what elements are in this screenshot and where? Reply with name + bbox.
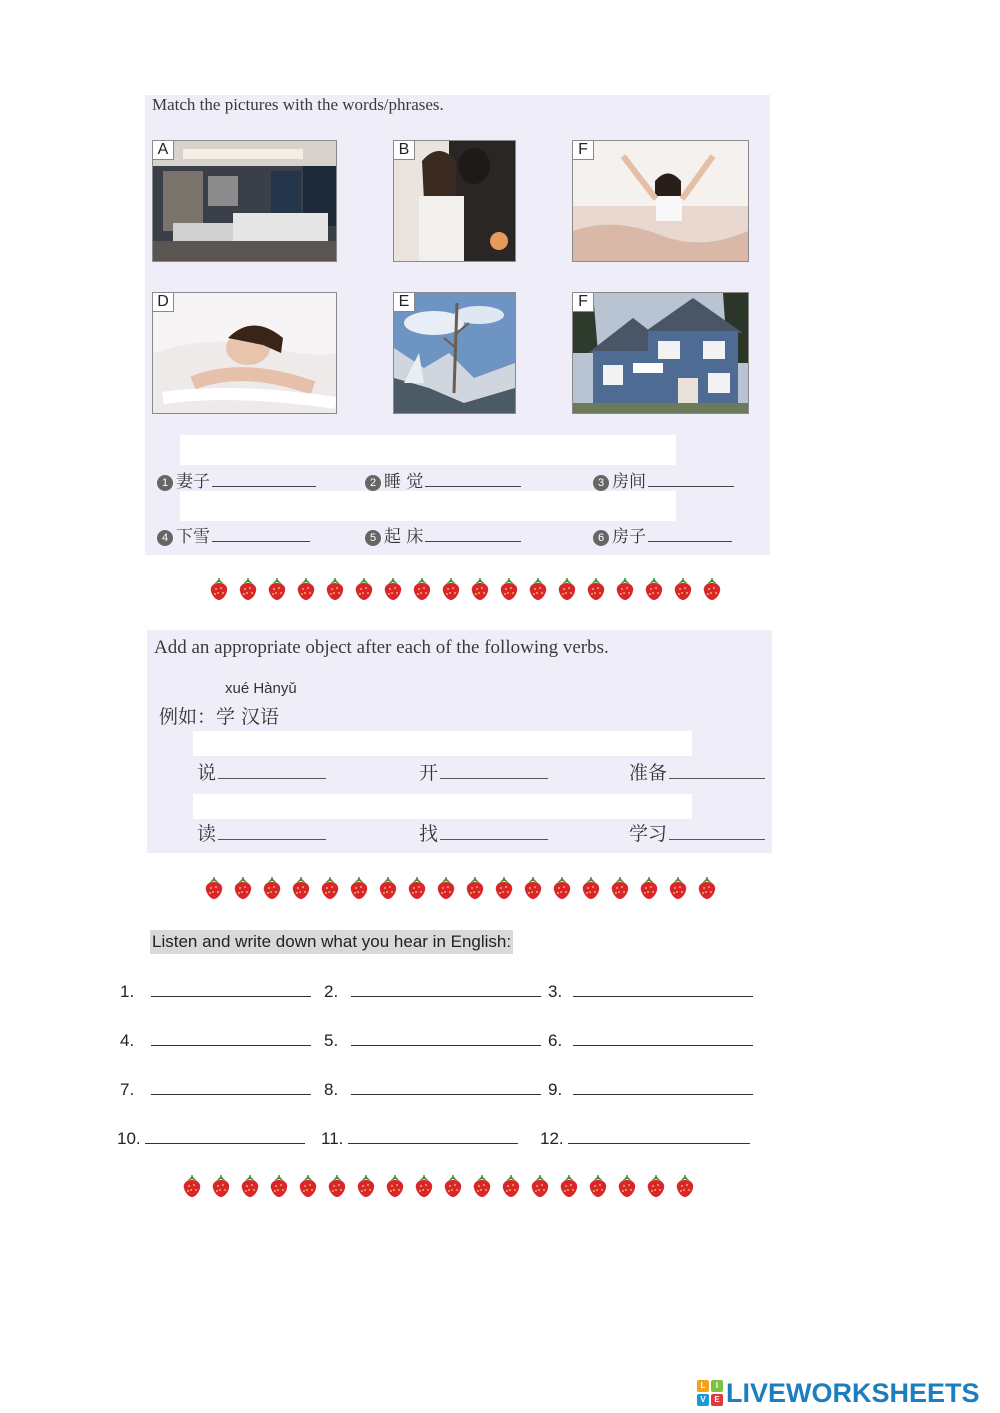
strawberry-icon bbox=[384, 1174, 406, 1198]
answer-blank-2[interactable] bbox=[351, 982, 541, 997]
strawberry-icon bbox=[239, 1174, 261, 1198]
number-badge: 1 bbox=[157, 475, 173, 491]
strawberry-icon bbox=[268, 1174, 290, 1198]
strawberry-icon bbox=[674, 1174, 696, 1198]
item-number: 9. bbox=[548, 1080, 563, 1099]
strawberry-icon bbox=[181, 1174, 203, 1198]
verbs-panel bbox=[147, 630, 772, 853]
blank-line bbox=[218, 825, 326, 840]
strawberry-icon bbox=[645, 1174, 667, 1198]
verb-text: 学习 bbox=[629, 823, 668, 845]
verb-text: 说 bbox=[197, 762, 217, 784]
strawberry-icon bbox=[609, 876, 631, 900]
picture-letter: F bbox=[573, 141, 594, 160]
strawberry-icon bbox=[616, 1174, 638, 1198]
item-number: 8. bbox=[324, 1080, 339, 1099]
strawberry-divider-2 bbox=[203, 876, 718, 900]
strawberry-icon bbox=[471, 1174, 493, 1198]
strawberry-icon bbox=[261, 876, 283, 900]
answer-blank-10[interactable] bbox=[145, 1129, 305, 1144]
item-number: 2. bbox=[324, 982, 339, 1001]
listening-item-12 bbox=[540, 1129, 750, 1149]
example-pinyin: xué Hànyǔ bbox=[225, 680, 297, 697]
verbs-instruction: Add an appropriate object after each of the following verbs. bbox=[154, 637, 609, 658]
strawberry-icon bbox=[237, 577, 259, 601]
strawberry-icon bbox=[643, 577, 665, 601]
listening-item-4 bbox=[120, 1031, 311, 1051]
word-2 bbox=[365, 467, 521, 492]
word-5 bbox=[365, 522, 521, 547]
item-number: 10. bbox=[117, 1129, 141, 1148]
matching-instruction: Match the pictures with the words/phrases. bbox=[152, 95, 444, 114]
logo-mark-letter: L bbox=[697, 1380, 709, 1392]
blank-line bbox=[648, 472, 734, 487]
verb-answer-row-1[interactable] bbox=[193, 731, 692, 756]
word-1 bbox=[157, 467, 316, 492]
picture-letter: F bbox=[573, 293, 594, 312]
answer-blank-1[interactable] bbox=[151, 982, 311, 997]
answer-blank-11[interactable] bbox=[348, 1129, 518, 1144]
strawberry-icon bbox=[353, 577, 375, 601]
picture-f-top bbox=[572, 140, 749, 262]
picture-a bbox=[152, 140, 337, 262]
strawberry-icon bbox=[696, 876, 718, 900]
picture-letter: E bbox=[394, 293, 415, 312]
living-room-image bbox=[153, 141, 336, 261]
strawberry-icon bbox=[614, 577, 636, 601]
listening-item-2 bbox=[324, 982, 541, 1002]
waking-up-image bbox=[573, 141, 748, 261]
number-badge: 5 bbox=[365, 530, 381, 546]
blank-line bbox=[440, 764, 548, 779]
number-badge: 2 bbox=[365, 475, 381, 491]
answer-blank-5[interactable] bbox=[351, 1031, 541, 1046]
blank-line bbox=[218, 764, 326, 779]
strawberry-icon bbox=[500, 1174, 522, 1198]
verb-answer-row-2[interactable] bbox=[193, 794, 692, 819]
match-answer-row-2[interactable] bbox=[180, 491, 676, 521]
item-number: 12. bbox=[540, 1129, 564, 1148]
strawberry-icon bbox=[382, 577, 404, 601]
listening-item-9 bbox=[548, 1080, 753, 1100]
answer-blank-4[interactable] bbox=[151, 1031, 311, 1046]
blank-line bbox=[669, 825, 765, 840]
strawberry-icon bbox=[493, 876, 515, 900]
item-number: 11. bbox=[321, 1129, 344, 1148]
listening-item-5 bbox=[324, 1031, 541, 1051]
listening-item-3 bbox=[548, 982, 753, 1002]
verb-6 bbox=[629, 819, 765, 846]
logo-mark-letter: V bbox=[697, 1394, 709, 1406]
word-text: 起 床 bbox=[384, 527, 424, 547]
strawberry-icon bbox=[326, 1174, 348, 1198]
strawberry-icon bbox=[442, 1174, 464, 1198]
blank-line bbox=[212, 472, 316, 487]
strawberry-icon bbox=[469, 577, 491, 601]
answer-blank-6[interactable] bbox=[573, 1031, 753, 1046]
blank-line bbox=[440, 825, 548, 840]
strawberry-icon bbox=[208, 577, 230, 601]
picture-letter: D bbox=[153, 293, 174, 312]
listening-item-8 bbox=[324, 1080, 541, 1100]
item-number: 5. bbox=[324, 1031, 339, 1050]
strawberry-icon bbox=[551, 876, 573, 900]
strawberry-icon bbox=[580, 876, 602, 900]
strawberry-icon bbox=[529, 1174, 551, 1198]
strawberry-icon bbox=[587, 1174, 609, 1198]
item-number: 4. bbox=[120, 1031, 135, 1050]
logo-mark-letter: I bbox=[711, 1380, 723, 1392]
logo-text: LIVEWORKSHEETS bbox=[726, 1377, 980, 1408]
item-number: 1. bbox=[120, 982, 135, 1001]
listening-instruction: Listen and write down what you hear in English: bbox=[150, 930, 513, 954]
strawberry-icon bbox=[527, 577, 549, 601]
number-badge: 4 bbox=[157, 530, 173, 546]
picture-e bbox=[393, 292, 516, 414]
blank-line bbox=[212, 527, 310, 542]
verb-3 bbox=[629, 758, 765, 785]
word-text: 睡 觉 bbox=[384, 472, 424, 492]
strawberry-icon bbox=[435, 876, 457, 900]
verb-text: 找 bbox=[419, 823, 439, 845]
item-number: 7. bbox=[120, 1080, 135, 1099]
listening-item-10 bbox=[117, 1129, 305, 1149]
strawberry-icon bbox=[440, 577, 462, 601]
answer-blank-9[interactable] bbox=[573, 1080, 753, 1095]
listening-item-6 bbox=[548, 1031, 753, 1051]
strawberry-icon bbox=[411, 577, 433, 601]
strawberry-icon bbox=[203, 876, 225, 900]
word-6 bbox=[593, 522, 732, 547]
number-badge: 3 bbox=[593, 475, 609, 491]
strawberry-icon bbox=[297, 1174, 319, 1198]
word-text: 妻子 bbox=[176, 472, 210, 492]
example-label: 例如： bbox=[159, 706, 217, 728]
verb-4 bbox=[197, 819, 326, 846]
word-text: 房间 bbox=[612, 472, 646, 492]
match-answer-row-1[interactable] bbox=[180, 435, 676, 465]
picture-b bbox=[393, 140, 516, 262]
example-text: 学 汉语 bbox=[216, 706, 280, 728]
number-badge: 6 bbox=[593, 530, 609, 546]
strawberry-icon bbox=[464, 876, 486, 900]
verb-text: 开 bbox=[419, 762, 439, 784]
logo-mark-letter: E bbox=[711, 1394, 723, 1406]
strawberry-icon bbox=[355, 1174, 377, 1198]
example bbox=[159, 702, 279, 729]
verb-2 bbox=[419, 758, 548, 785]
strawberry-icon bbox=[667, 876, 689, 900]
strawberry-icon bbox=[324, 577, 346, 601]
strawberry-icon bbox=[319, 876, 341, 900]
item-number: 6. bbox=[548, 1031, 563, 1050]
strawberry-icon bbox=[210, 1174, 232, 1198]
strawberry-icon bbox=[498, 577, 520, 601]
strawberry-divider-1 bbox=[208, 577, 723, 601]
picture-letter: A bbox=[153, 141, 174, 160]
strawberry-icon bbox=[522, 876, 544, 900]
answer-blank-12[interactable] bbox=[568, 1129, 750, 1144]
strawberry-icon bbox=[701, 577, 723, 601]
strawberry-icon bbox=[406, 876, 428, 900]
verb-5 bbox=[419, 819, 548, 846]
matching-panel bbox=[145, 95, 770, 555]
verb-1 bbox=[197, 758, 326, 785]
word-3 bbox=[593, 467, 734, 492]
liveworksheets-logo bbox=[697, 1377, 980, 1409]
strawberry-icon bbox=[266, 577, 288, 601]
blank-line bbox=[425, 527, 521, 542]
answer-blank-8[interactable] bbox=[351, 1080, 541, 1095]
house-image bbox=[573, 293, 748, 413]
strawberry-icon bbox=[348, 876, 370, 900]
item-number: 3. bbox=[548, 982, 563, 1001]
blank-line bbox=[648, 527, 732, 542]
blank-line bbox=[425, 472, 521, 487]
picture-f-bottom bbox=[572, 292, 749, 414]
picture-d bbox=[152, 292, 337, 414]
strawberry-icon bbox=[232, 876, 254, 900]
strawberry-icon bbox=[638, 876, 660, 900]
listening-item-7 bbox=[120, 1080, 311, 1100]
verb-text: 准备 bbox=[629, 762, 668, 784]
word-text: 下雪 bbox=[176, 527, 210, 547]
logo-mark-icon bbox=[697, 1380, 723, 1406]
strawberry-icon bbox=[290, 876, 312, 900]
blank-line bbox=[669, 764, 765, 779]
verb-text: 读 bbox=[197, 823, 217, 845]
answer-blank-3[interactable] bbox=[573, 982, 753, 997]
listening-item-11 bbox=[321, 1129, 518, 1149]
strawberry-divider-3 bbox=[181, 1174, 696, 1198]
answer-blank-7[interactable] bbox=[151, 1080, 311, 1095]
picture-letter: B bbox=[394, 141, 415, 160]
listening-item-1 bbox=[120, 982, 311, 1002]
strawberry-icon bbox=[377, 876, 399, 900]
strawberry-icon bbox=[558, 1174, 580, 1198]
strawberry-icon bbox=[413, 1174, 435, 1198]
strawberry-icon bbox=[672, 577, 694, 601]
sleeping-image bbox=[153, 293, 336, 413]
strawberry-icon bbox=[556, 577, 578, 601]
word-4 bbox=[157, 522, 310, 547]
word-text: 房子 bbox=[612, 527, 646, 547]
strawberry-icon bbox=[295, 577, 317, 601]
strawberry-icon bbox=[585, 577, 607, 601]
